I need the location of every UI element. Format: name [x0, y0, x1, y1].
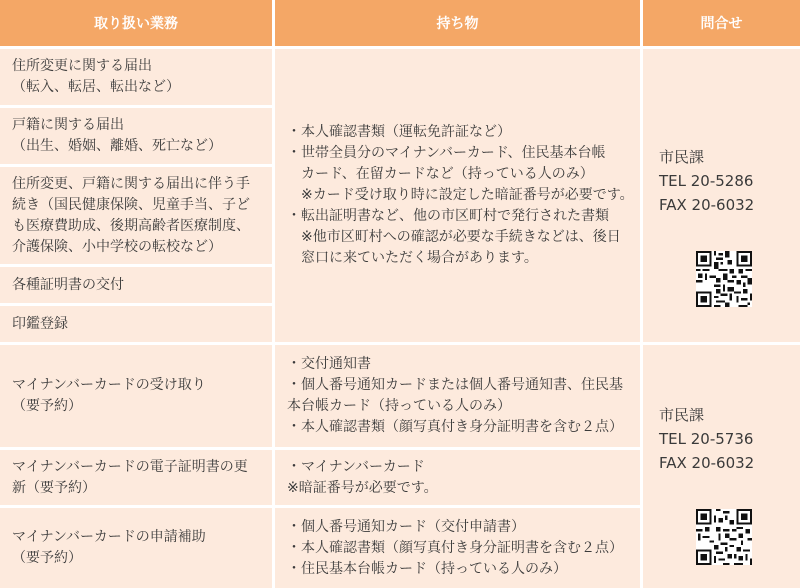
task-line: 続き（国民健康保険、児童手当、子ど	[12, 196, 250, 213]
contact-fax: FAX 20-6032	[659, 454, 755, 472]
item-line: ※暗証番号が必要です。	[287, 479, 438, 496]
qr-code-icon[interactable]	[696, 251, 752, 307]
items-cell	[275, 450, 640, 505]
task-cell	[0, 49, 272, 105]
contact-cell	[643, 49, 800, 342]
items-cell	[275, 49, 640, 342]
task-line: マイナンバーカードの申請補助	[12, 529, 206, 545]
task-cell	[0, 306, 272, 342]
task-cell	[0, 508, 272, 588]
item-line: 本台帳カード（持っている人のみ）	[287, 398, 511, 414]
header-tasks: 取り扱い業務	[0, 0, 272, 46]
contact-dept: 市民課	[659, 148, 705, 166]
task-line: 住所変更、戸籍に関する届出に伴う手	[12, 175, 250, 192]
task-cell	[0, 267, 272, 303]
task-cell	[0, 345, 272, 447]
item-line: ※カード受け取り時に設定した暗証番号が必要です。	[287, 187, 634, 203]
task-cell	[0, 167, 272, 264]
task-line: （出生、婚姻、離婚、死亡など）	[12, 138, 222, 154]
item-line: ・交付通知書	[287, 356, 371, 372]
task-line: （転入、転居、転出など）	[12, 79, 180, 95]
item-line: カード、在留カードなど（持っている人のみ）	[287, 166, 594, 182]
items-cell	[275, 508, 640, 588]
task-line: 各種証明書の交付	[12, 276, 124, 293]
contact-fax: FAX 20-6032	[659, 196, 755, 214]
task-cell	[0, 450, 272, 505]
task-line: （要予約）	[12, 550, 82, 566]
item-line: ・個人番号通知カードまたは個人番号通知書、住民基	[287, 377, 623, 393]
items-cell	[275, 345, 640, 447]
item-line: ・世帯全員分のマイナンバーカード、住民基本台帳	[287, 145, 606, 161]
item-line: ・マイナンバーカード	[287, 458, 425, 475]
task-line: （要予約）	[12, 398, 82, 414]
task-line: 住所変更に関する届出	[12, 58, 152, 74]
header-contact: 問合せ	[643, 0, 800, 46]
item-line: ・個人番号通知カード（交付申請書）	[287, 518, 525, 535]
item-line: ・本人確認書類（顔写真付き身分証明書を含む２点）	[287, 539, 623, 556]
item-line: 窓口に来ていただく場合があります。	[287, 250, 538, 266]
task-line: マイナンバーカードの電子証明書の更	[12, 458, 248, 475]
contact-tel: TEL 20-5736	[659, 430, 754, 448]
contact-dept: 市民課	[659, 406, 705, 424]
item-line: ・転出証明書など、他の市区町村で発行された書類	[287, 208, 609, 224]
header-items: 持ち物	[275, 0, 640, 46]
item-line: ・本人確認書類（運転免許証など）	[287, 124, 511, 140]
task-line: 介護保険、小中学校の転校など）	[12, 238, 222, 255]
task-line: 新（要予約）	[12, 479, 96, 496]
task-line: 戸籍に関する届出	[12, 117, 124, 133]
contact-tel: TEL 20-5286	[659, 172, 754, 190]
item-line: ・住民基本台帳カード（持っている人のみ）	[287, 560, 567, 577]
task-line: も医療費助成、後期高齢者医療制度、	[12, 217, 250, 234]
task-cell	[0, 108, 272, 164]
task-line: 印鑑登録	[12, 315, 68, 332]
qr-code-icon[interactable]	[696, 509, 752, 565]
contact-cell	[643, 345, 800, 588]
item-line: ・本人確認書類（顔写真付き身分証明書を含む２点）	[287, 419, 623, 435]
item-line: ※他市区町村への確認が必要な手続きなどは、後日	[287, 229, 621, 245]
task-line: マイナンバーカードの受け取り	[12, 377, 206, 393]
